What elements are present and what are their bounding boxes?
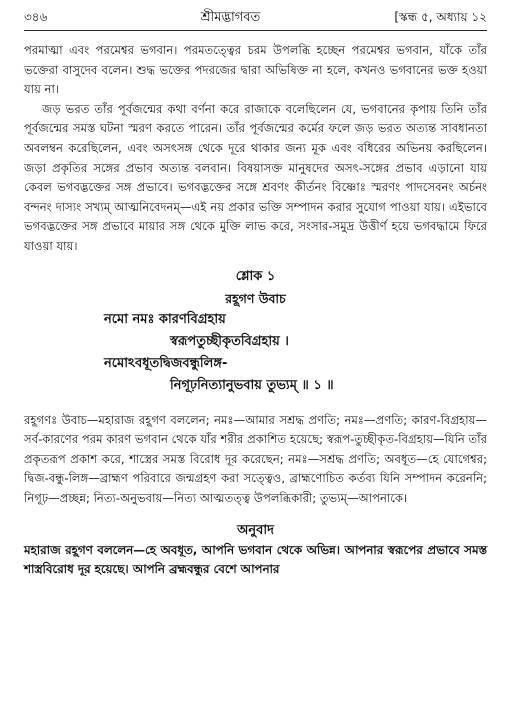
chapter-reference: [স্কন্ধ ৫, অধ্যায় ১২	[394, 10, 487, 24]
verse-speaker: রহূগণ উবাচ	[225, 290, 286, 306]
verse-heading: শ্লোক ১	[235, 268, 276, 284]
verse-line: নিগূঢ়নিত্যানুভবায় তুভ্যম্ ॥ ১ ॥	[170, 377, 334, 393]
synonyms-section	[24, 411, 487, 509]
book-title: শ্রীমদ্ভাগবত	[200, 10, 261, 25]
translation-heading: অনুবাদ	[237, 522, 274, 538]
page-header	[24, 8, 487, 31]
translation-text: মহারাজ রহূগণ বললেন—হে অবধূত, আপনি ভগবান থেকে অভিন্ন। আপনার স্বরূপের প্রভাবে সমস্ত শাস্ত্রবিরোধ দূর হয়েছে। আপনি ব্রহ্মবন্ধুর বেশে আপনার	[24, 542, 487, 577]
verse-block	[24, 267, 487, 397]
purport-paragraph: জড় ভরত তাঁর পূর্বজন্মের কথা বর্ণনা করে রাজাকে বলেছিলেন যে, ভগবানের কৃপায় তিনি তাঁর পূর্বজন্মের সমস্ত ঘটনা স্মরণ করতে পারেন। তাঁর পূর্বজন্মের কর্মের ফলে জড় ভরত অত্যন্ত সাবধানতা অবলম্বন করেছিলেন, এবং অসৎসঙ্গ থেকে দূরে থাকার জন্য মূক এবং বধিরের অভিনয় করছিলেন। জড়া প্রকৃতির সঙ্গের প্রভাব অত্যন্ত বলবান। বিষয়াসক্ত মানুষদের অসৎ-সঙ্গের প্রভাব এড়ানো যায় কেবল ভগবদ্ভক্তের সঙ্গ প্রভাবে। ভগবদ্ভক্তের সঙ্গে শ্রবণং কীর্তনং বিষ্ণোঃ স্মরণং পাদসেবনং অর্চনং বন্দনং দাস্যং সখ্যম্ আত্মনিবেদনম্—এই নয় প্রকার ভক্তি সম্পাদন করার সুযোগ পাওয়া যায়। এইভাবে ভগবদ্ভক্তের সঙ্গ প্রভাবে মায়ার সঙ্গ থেকে মুক্তি লাভ করে, সংসার-সমুদ্র উত্তীর্ণ হয়ে ভগবদ্ধামে ফিরে যাওয়া যায়।	[24, 101, 487, 253]
translation-section	[24, 541, 487, 580]
verse-line: নমোঽবধূতদ্বিজবন্ধুলিঙ্গ-	[104, 355, 228, 371]
synonyms-text: রহূগণঃ উবাচ—মহারাজ রহূগণ বললেন; নমঃ—আমার সশ্রদ্ধ প্রণতি; নমঃ—প্রণতি; কারণ-বিগ্রহায়—সর্ব-কারণের পরম কারণ ভগবান থেকে যাঁর শরীর প্রকাশিত হয়েছে; স্বরূপ-তুচ্ছীকৃত-বিগ্রহায়—যিনি তাঁর প্রকৃতরূপ প্রকাশ করে, শাস্ত্রের সমস্ত বিরোধ দূর করেছেন; নমঃ—সশ্রদ্ধ প্রণতি; অবধূত—হে যোগেশ্বর; দ্বিজ-বন্ধু-লিঙ্গ—ব্রাহ্মণ পরিবারে জন্মগ্রহণ করা সত্ত্বেও, ব্রাহ্মণোচিত কর্তব্য যিনি সম্পাদন করেননি; নিগূঢ়—প্রচ্ছন্ন; নিত্য-অনুভবায়—নিত্য আত্মতত্ত্ব উপলব্ধিকারী; তুভ্যম্—আপনাকে।	[24, 412, 487, 505]
verse-line: নমো নমঃ কারণবিগ্রহায়	[104, 311, 226, 327]
page-number: ৩৪৬	[24, 10, 48, 24]
verse-line: স্বরূপতুচ্ছীকৃতবিগ্রহায় ।	[170, 333, 289, 349]
purport-paragraph: পরমাত্মা এবং পরমেশ্বর ভগবান। পরমতত্ত্বের চরম উপলব্ধি হচ্ছেন পরমেশ্বর ভগবান, যাঁকে তাঁর ভক্তেরা বাসুদেব বলেন। শুদ্ধ ভক্তের পদরজের দ্বারা অভিষিক্ত না হলে, কখনও ভগবানের ভক্ত হওয়া যায় না।	[24, 43, 487, 97]
